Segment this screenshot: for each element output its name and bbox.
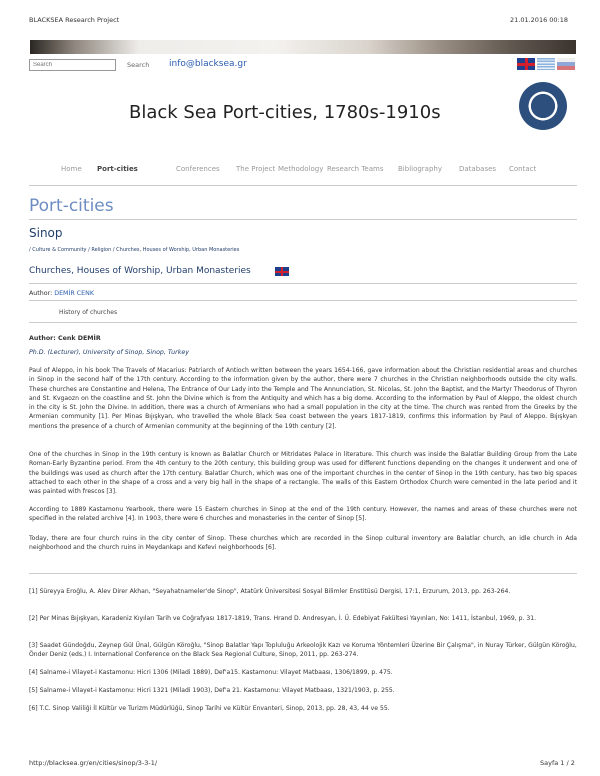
- nav-item-home[interactable]: Home: [61, 165, 82, 173]
- reference-item: [5] Salname-i Vilayet-i Kastamonu: Hicri 1321 (Miladi 1903), Def'a 21. Kastamonu: Vilayet Matbaası, 1321/1903, p. 255.: [29, 687, 395, 694]
- contact-email-link[interactable]: info@blacksea.gr: [169, 59, 247, 69]
- article-tag[interactable]: History of churches: [59, 309, 118, 316]
- search-input[interactable]: [29, 59, 116, 71]
- reference-item: [4] Salname-i Vilayet-i Kastamonu: Hicri 1306 (Miladi 1889), Def'a15. Kastamonu: Vilayet Matbaası, 1306/1899, p. 475.: [29, 669, 393, 676]
- breadcrumb-separator: /: [88, 247, 90, 253]
- section-title: Port-cities: [29, 196, 114, 216]
- author-label: Author:: [29, 290, 53, 297]
- author-link[interactable]: DEMİR CENK: [54, 290, 94, 297]
- print-footer-url: http://blacksea.gr/en/cities/sinop/3-3-1/: [29, 759, 158, 767]
- english-flag-icon[interactable]: [275, 267, 289, 276]
- nav-item-databases[interactable]: Databases: [459, 165, 497, 173]
- header-banner: [30, 40, 576, 54]
- site-title: Black Sea Port-cities, 1780s-1910s: [129, 102, 441, 123]
- author-divider: [29, 300, 577, 301]
- article-paragraph: According to 1889 Kastamonu Yearbook, there were 15 Eastern churches in Sinop at the end of the 19th century. However, the names and areas of these churches were not specified in the related archive [4]. In 1903, there were 6 churches and monasteries in the center of Sinop [5].: [29, 506, 577, 523]
- reference-item: [3] Saadet Gündoğdu, Zeynep Gül Ünal, Gülgün Köroğlu, "Sinop Balatlar Yapı Topluluğu Arkeolojik Kazı ve Koruma Yöntemleri Üzerine Bir Çalışma", in Nuray Türker, Gülgün Köroğlu, Önder Deniz (eds.) I. International Conference on the Black Sea Regional Culture, Sinop, 2011, pp. 263-274.: [29, 642, 577, 659]
- russian-flag-icon[interactable]: [557, 58, 575, 70]
- nav-item-contact[interactable]: Contact: [509, 165, 537, 173]
- print-footer-page: Sayfa 1 / 2: [540, 759, 575, 767]
- nav-item-port-cities[interactable]: Port-cities: [97, 165, 138, 173]
- article-paragraph: Today, there are four church ruins in the city center of Sinop. These churches which are recorded in the Sinop cultural inventory are Balatlar church, an idle church in Ada neighborhood and the church ruins in Meydankapı and Kefevi neighborhoods [6].: [29, 535, 577, 552]
- nav-item-methodology[interactable]: Methodology: [278, 165, 324, 173]
- english-flag-icon[interactable]: [517, 58, 535, 70]
- nav-divider: [29, 185, 577, 186]
- nav-item-research-teams[interactable]: Research Teams: [327, 165, 384, 173]
- reference-item: [2] Per Minas Bıjışkyan, Karadeniz Kıyıları Tarih ve Coğrafyası 1817-1819, Trans. Hrand D. Andresyan, İ. Ü. Edebiyat Fakültesi Yayınları, No: 1411, İstanbul, 1969, p. 31.: [29, 615, 537, 622]
- breadcrumb-culture-community[interactable]: Culture & Community: [32, 247, 87, 253]
- author-affiliation: Ph.D. (Lecturer), University of Sinop, Sinop, Turkey: [29, 349, 189, 356]
- nav-item-the-project[interactable]: The Project: [236, 165, 276, 173]
- breadcrumb-religion[interactable]: Religion: [91, 247, 112, 253]
- reference-item: [6] T.C. Sinop Valiliği İl Kültür ve Turizm Müdürlüğü, Sinop Tarihi ve Kültür Envanteri, Sinop, 2013, pp. 28, 43, 44 ve 55.: [29, 705, 390, 712]
- search-button[interactable]: Search: [127, 61, 150, 69]
- greek-flag-icon[interactable]: [537, 58, 555, 70]
- print-header-date: 21.01.2016 00:18: [510, 16, 569, 24]
- author-line: [29, 290, 94, 297]
- breadcrumb: [29, 247, 239, 253]
- city-title: Sinop: [29, 226, 63, 240]
- article-title: Churches, Houses of Worship, Urban Monasteries: [29, 266, 251, 276]
- nav-item-conferences[interactable]: Conferences: [176, 165, 220, 173]
- nav-item-bibliography[interactable]: Bibliography: [398, 165, 442, 173]
- tag-divider: [29, 322, 577, 323]
- references-divider: [29, 573, 577, 574]
- section-divider: [29, 219, 577, 220]
- article-paragraph: Paul of Aleppo, in his book The Travels of Macarius: Patriarch of Antioch written between the years 1654-166, gave information about the Christian residential areas and churches in Sinop in the second half of the 17th century. According to the information given by the author, there were 7 churches in the Christian neighborhoods outside the city walls. These churches are Constantine and Helena, The Entrance of Our Lady into the Temple and The Annunciation, St. Nicolas, St. John the Baptist, and the Martyr Theodorus of Thyron and St. Kvgaozn on the coastline and St. John the Divine which is from the Antiquity and which has a big dome. According to the information by Paul of Aleppo, the oldest church in the city is St. John the Divine. In addition, there was a church of Armenians who had a small population in the city at the time. The church was rented from the Greeks by the Armenian community [1]. Per Minas Bıjışkyan, who travelled the whole Black Sea coast between the years 1817-1819, confirms this information by Paul of Aleppo. Bıjışkyan mentions the presence of a church of Armenian community at the beginning of the 19th century [2].: [29, 367, 577, 430]
- author-full-name: Author: Cenk DEMİR: [29, 335, 101, 342]
- title-divider: [29, 283, 577, 284]
- breadcrumb-current: Churches, Houses of Worship, Urban Monasteries: [116, 247, 240, 253]
- article-paragraph: One of the churches in Sinop in the 19th century is known as Balatlar Church or Mitridates Palace in literature. This church was inside the Balatlar Building Group from the Late Roman-Early Byzantine period. From the 4th century to the 20th century, this building group was used for different functions depending on the changes it underwent and one of the buildings was used as church after the 17th century. Balatlar Church, which was one of the important churches in the center of Sinop in the 19th century, has two big spaces attached to each other in the shape of a cross and a very big hall in the shape of a rectangle. The walls of this Eastern Orthodox Church were cemented in the late period and it was painted with frescos [3].: [29, 451, 577, 496]
- breadcrumb-separator: /: [112, 247, 115, 253]
- reference-item: [1] Süreyya Eroğlu, A. Alev Direr Akhan, "Seyahatnameler'de Sinop", Atatürk Üniversitesi Sosyal Bilimler Enstitüsü Dergisi, 17:1, Erzurum, 2013, pp. 263-264.: [29, 588, 511, 595]
- print-header-title: BLACKSEA Research Project: [29, 16, 120, 24]
- breadcrumb-separator: /: [29, 247, 31, 253]
- university-seal-logo: [519, 82, 567, 130]
